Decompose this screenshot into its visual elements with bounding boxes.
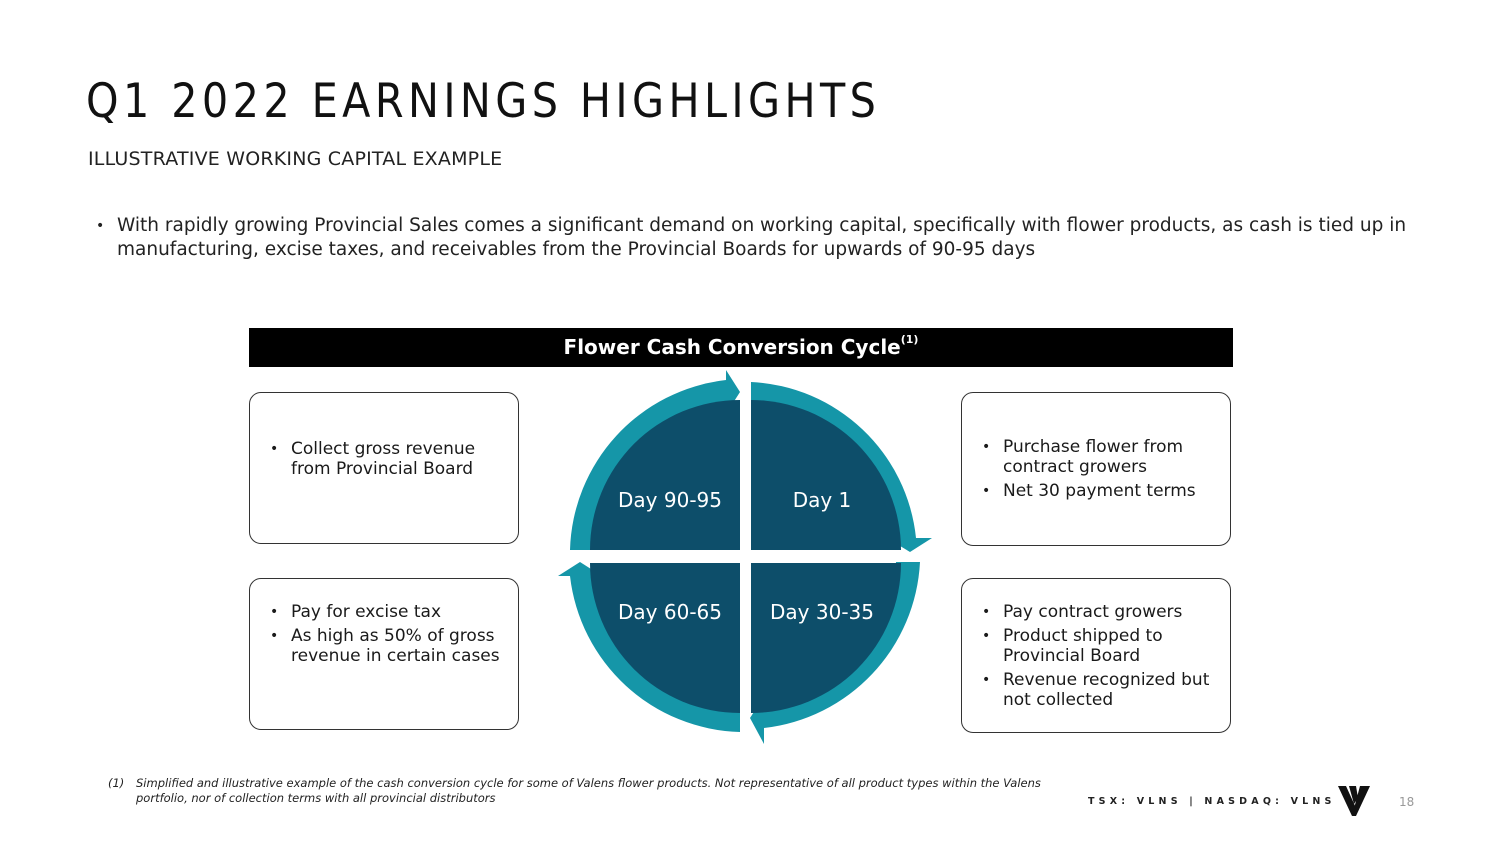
box-bullet: • Net 30 payment terms — [982, 481, 1230, 501]
footnote — [108, 776, 1068, 806]
label-day-90-95: Day 90-95 — [618, 488, 722, 512]
box-excise-tax — [249, 578, 519, 730]
ticker-symbols: TSX: VLNS | NASDAQ: VLNS — [1088, 796, 1336, 807]
box-bullet: • Pay for excise tax — [270, 602, 518, 622]
box-bullet: • As high as 50% of gross revenue in certain cases — [270, 626, 518, 666]
box-bullet: • Purchase flower from contract growers — [982, 437, 1230, 477]
footnote-text: Simplified and illustrative example of the cash conversion cycle for some of Valens flower products. Not representative of all product types within the Valens portfolio, nor of collection terms with all provincial distributors — [136, 776, 1041, 805]
intro-bullet — [96, 214, 1416, 262]
label-day-60-65: Day 60-65 — [618, 600, 722, 624]
box-bullet: • Pay contract growers — [982, 602, 1230, 622]
cycle-banner — [249, 328, 1233, 367]
banner-title: Flower Cash Conversion Cycle — [563, 335, 901, 359]
bullet-dot: • — [96, 218, 105, 234]
box-bullet: • Revenue recognized but not collected — [982, 670, 1230, 710]
label-day-1: Day 1 — [792, 488, 852, 512]
label-day-30-35: Day 30-35 — [770, 600, 874, 624]
valens-logo-icon — [1336, 782, 1372, 818]
box-collect-revenue — [249, 392, 519, 544]
page-number: 18 — [1399, 795, 1415, 809]
box-bullet: • Collect gross revenue from Provincial Board — [270, 439, 518, 479]
page-title: Q1 2022 EARNINGS HIGHLIGHTS — [86, 74, 881, 129]
banner-footnote-mark: (1) — [900, 333, 919, 346]
quadrant-day-60-65 — [590, 563, 740, 713]
page-subtitle: ILLUSTRATIVE WORKING CAPITAL EXAMPLE — [88, 148, 503, 170]
box-pay-growers — [961, 578, 1231, 733]
box-purchase-flower — [961, 392, 1231, 546]
cash-cycle-diagram — [540, 366, 950, 756]
footnote-mark: (1) — [108, 776, 125, 790]
quadrant-day-30-35 — [751, 563, 901, 713]
quadrant-day-1 — [751, 400, 901, 550]
quadrant-day-90-95 — [590, 400, 740, 550]
box-bullet: • Product shipped to Provincial Board — [982, 626, 1230, 666]
intro-text: With rapidly growing Provincial Sales comes a significant demand on working capital, specifically with flower products, as cash is tied up in manufacturing, excise taxes, and receivables from the Provincial Boards for upwards of 90-95 days — [117, 215, 1407, 260]
